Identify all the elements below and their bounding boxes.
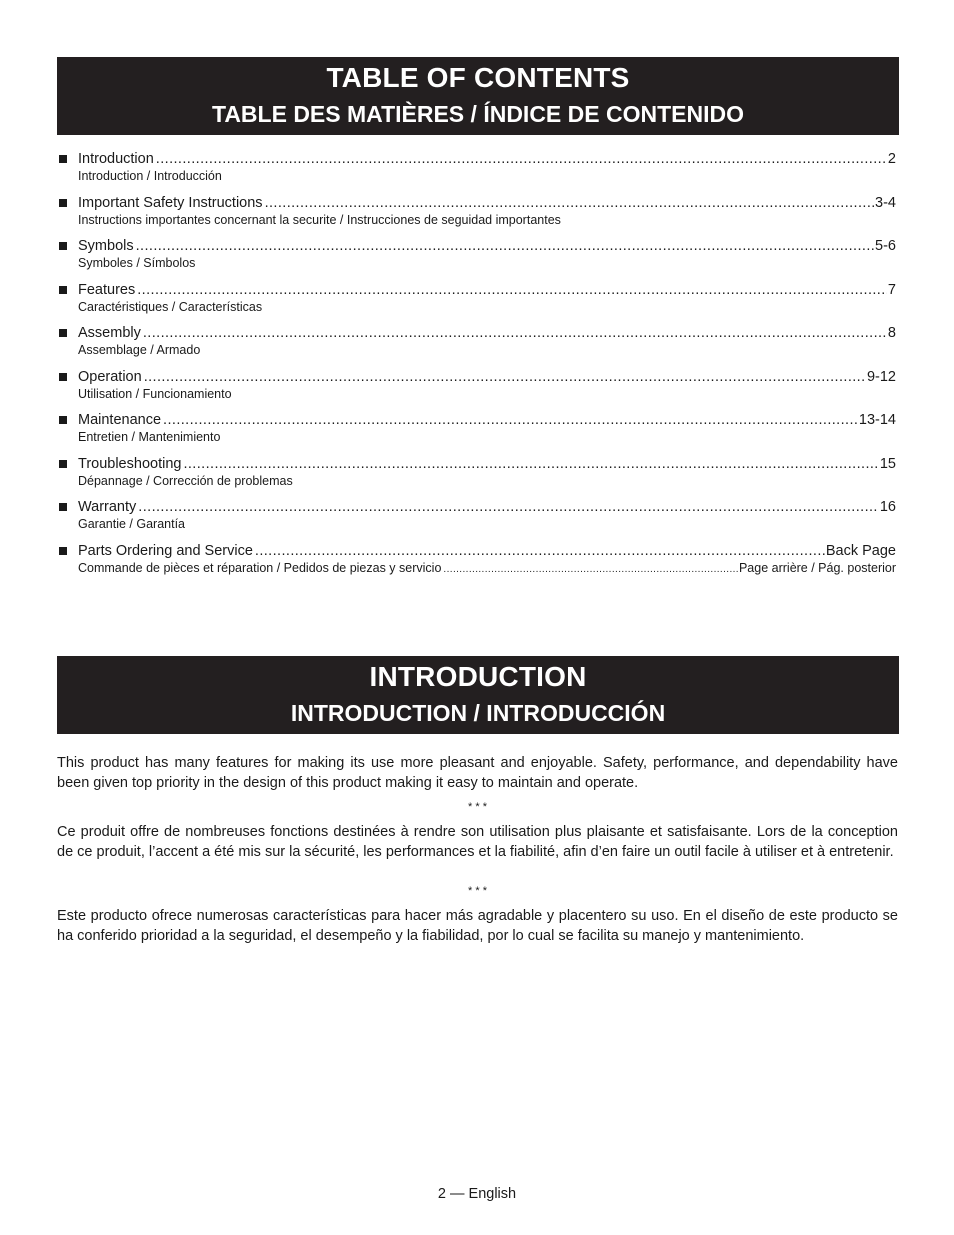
toc-item-page: 9-12	[866, 368, 896, 385]
intro-paragraph-french: Ce produit offre de nombreuses fonctions destinées à rendre son utilisation plus plaisante et satisfaisante. Lors de la conception de ce produit, l’accent a été mis sur la sécurité, les performances et la fiabilité, afin d’en faire un outil facile à utiliser et à entretenir.	[57, 824, 898, 860]
toc-item	[57, 324, 896, 368]
toc-item-page: Back Page	[825, 542, 896, 559]
toc-item	[57, 237, 896, 281]
toc-item	[57, 455, 896, 499]
toc-item-page: 15	[879, 455, 896, 472]
square-bullet-icon	[59, 286, 67, 294]
square-bullet-icon	[59, 416, 67, 424]
toc-item-subtitle: Symboles / Símbolos	[78, 256, 196, 270]
toc-item	[57, 194, 896, 238]
square-bullet-icon	[59, 547, 67, 555]
toc-subtitle: TABLE DES MATIÈRES / ÍNDICE DE CONTENIDO	[211, 101, 744, 127]
toc-item-page: 2	[887, 151, 896, 167]
toc-item-title: Warranty	[78, 499, 137, 515]
toc-item-subtitle: Commande de pièces et réparation / Pedidos de piezas y servicio	[78, 560, 442, 575]
toc-item-title: Parts Ordering and Service	[78, 542, 253, 559]
toc-item-title: Operation	[78, 368, 142, 385]
toc-item-subtitle: Garantie / Garantía	[78, 517, 186, 531]
toc-item-subtitle: Entretien / Mantenimiento	[78, 430, 221, 444]
square-bullet-icon	[59, 199, 67, 207]
introduction-banner	[57, 656, 899, 734]
separator-stars: * * *	[468, 801, 487, 813]
toc-item-subtitle: Dépannage / Corrección de problemas	[78, 473, 293, 488]
toc-item-title: Maintenance	[78, 412, 162, 428]
toc-banner	[57, 57, 899, 135]
dot-leader	[163, 411, 858, 429]
square-bullet-icon	[59, 460, 67, 468]
toc-item-page: 3-4	[875, 194, 896, 211]
toc-item-subtitle: Assemblage / Armado	[78, 343, 201, 357]
toc-item-subpage: Page arrière / Pág. posterior	[738, 560, 896, 575]
toc-item	[57, 498, 896, 542]
toc-title: TABLE OF CONTENTS	[326, 62, 630, 93]
dot-leader	[136, 237, 874, 255]
dot-leader	[156, 150, 887, 168]
toc-item	[57, 368, 896, 412]
toc-item-page: 16	[879, 499, 896, 515]
toc-item-title: Introduction	[78, 151, 154, 167]
toc-item	[57, 281, 896, 325]
square-bullet-icon	[59, 503, 67, 511]
dot-leader	[138, 498, 879, 516]
toc-item-title: Assembly	[78, 325, 141, 341]
toc-item-title: Symbols	[78, 238, 134, 254]
toc-item	[57, 542, 896, 586]
toc-item-title: Important Safety Instructions	[78, 194, 263, 211]
intro-paragraph-spanish: Este producto ofrece numerosas características para hacer más agradable y placentero su uso. En el diseño de este producto se ha conferido prioridad a la seguridad, el desempeño y la fiabilidad, por lo cual se facilita su manejo y mantenimiento.	[57, 908, 898, 944]
dot-leader	[137, 281, 887, 299]
toc-item-page: 13-14	[858, 412, 896, 428]
square-bullet-icon	[59, 373, 67, 381]
introduction-title: INTRODUCTION	[369, 661, 587, 692]
dot-leader	[183, 455, 878, 473]
toc-item	[57, 150, 896, 194]
table-of-contents	[57, 150, 896, 585]
toc-item-subtitle: Instructions importantes concernant la securite / Instrucciones de seguidad importantes	[78, 212, 561, 227]
square-bullet-icon	[59, 329, 67, 337]
toc-item-subtitle: Caractéristiques / Características	[78, 299, 263, 314]
toc-item-page: 5-6	[875, 238, 896, 254]
introduction-subtitle: INTRODUCTION / INTRODUCCIÓN	[290, 700, 666, 726]
toc-item	[57, 411, 896, 455]
dot-leader	[255, 542, 825, 560]
dot-leader	[144, 368, 866, 386]
toc-item-subtitle: Utilisation / Funcionamiento	[78, 386, 232, 401]
toc-item-title: Troubleshooting	[78, 455, 182, 472]
toc-item-page: 7	[887, 281, 896, 298]
toc-item-page: 8	[887, 325, 896, 341]
square-bullet-icon	[59, 155, 67, 163]
square-bullet-icon	[59, 242, 67, 250]
intro-paragraph-english: This product has many features for making its use more pleasant and enjoyable. Safety, performance, and dependability have been given top priority in the design of this product making it easy to maintain and operate.	[57, 755, 898, 791]
separator-stars: * * *	[468, 885, 487, 897]
dot-leader	[265, 194, 874, 212]
page-footer: 2 — English	[437, 1186, 517, 1202]
toc-item-subtitle: Introduction / Introducción	[78, 169, 222, 183]
dot-leader	[443, 560, 738, 578]
toc-item-title: Features	[78, 281, 136, 298]
dot-leader	[143, 324, 887, 342]
